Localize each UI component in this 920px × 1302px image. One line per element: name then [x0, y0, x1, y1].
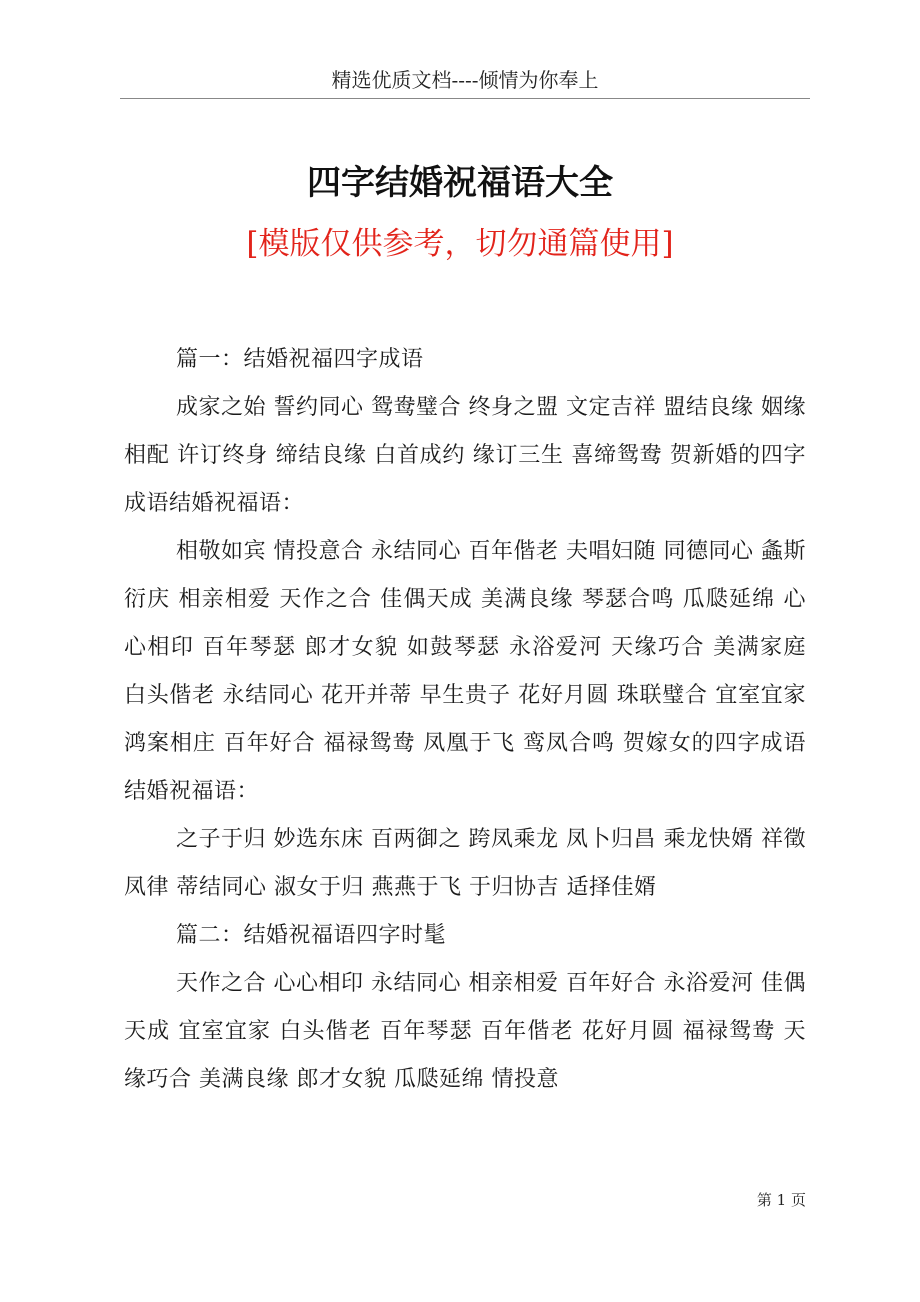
document-title: 四字结婚祝福语大全	[307, 163, 613, 203]
body-paragraph: 之子于归 妙选东床 百两御之 跨凤乘龙 凤卜归昌 乘龙快婿 祥徵凤律 蒂结同心 淑女于归 燕燕于飞 于归协吉 适择佳婿	[124, 827, 806, 900]
section-heading-2: 篇二：结婚祝福语四字时髦	[176, 923, 447, 948]
page-number: 第 1 页	[756, 1191, 806, 1209]
document-body	[124, 336, 806, 1104]
header-divider	[120, 98, 810, 99]
document-subtitle: [模版仅供参考，切勿通篇使用]	[246, 226, 674, 262]
body-paragraph: 天作之合 心心相印 永结同心 相亲相爱 百年好合 永浴爱河 佳偶天成 宜室宜家 白头偕老 百年琴瑟 百年偕老 花好月圆 福禄鸳鸯 天缘巧合 美满良缘 郎才女貌 瓜瓞延绵 情投意	[124, 971, 806, 1092]
page-header: 精选优质文档----倾情为你奉上	[331, 68, 599, 92]
body-paragraph: 相敬如宾 情投意合 永结同心 百年偕老 夫唱妇随 同德同心 螽斯衍庆 相亲相爱 天作之合 佳偶天成 美满良缘 琴瑟合鸣 瓜瓞延绵 心心相印 百年琴瑟 郎才女貌 如鼓琴瑟 永浴爱河 天缘巧合 美满家庭 白头偕老 永结同心 花开并蒂 早生贵子 花好月圆 珠联璧合 宜室宜家 鸿案相庄 百年好合 福禄鸳鸯 凤凰于飞 鸾凤合鸣 贺嫁女的四字成语结婚祝福语：	[124, 539, 806, 804]
body-paragraph: 成家之始 誓约同心 鸳鸯璧合 终身之盟 文定吉祥 盟结良缘 姻缘相配 许订终身 缔结良缘 白首成约 缘订三生 喜缔鸳鸯 贺新婚的四字成语结婚祝福语：	[124, 395, 806, 516]
section-heading-1: 篇一：结婚祝福四字成语	[176, 347, 424, 372]
